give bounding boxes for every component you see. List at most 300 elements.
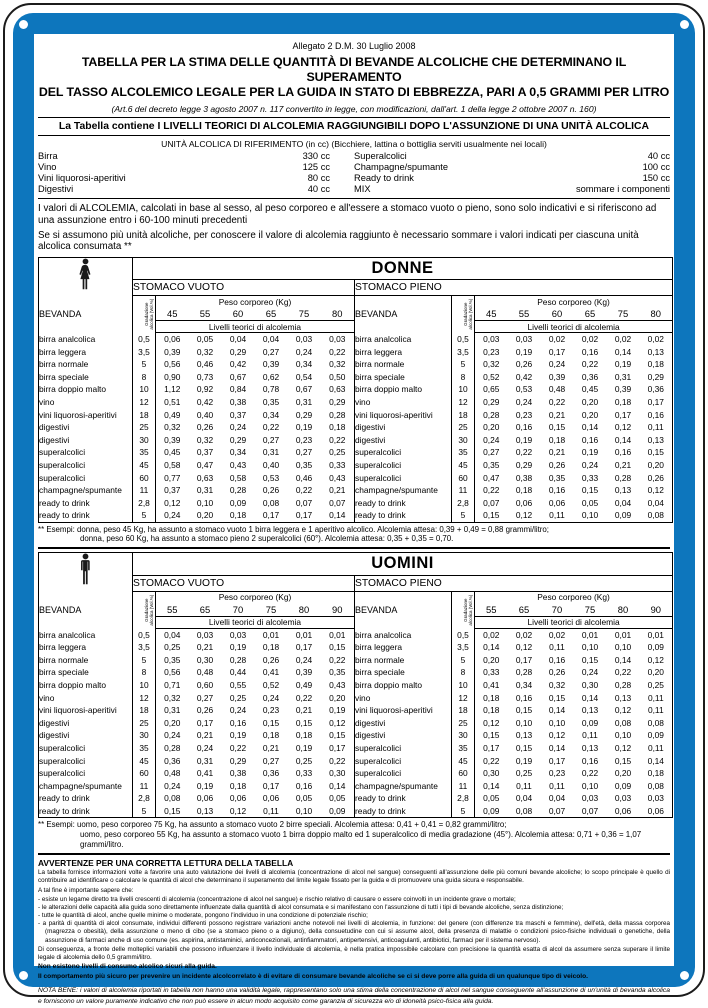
alcohol-level-cell: 0,13	[581, 742, 599, 753]
alcohol-level-cell: 0,28	[229, 654, 247, 665]
alcohol-level-cell: 0,22	[483, 485, 500, 496]
gradazione-cell: 8	[452, 666, 475, 679]
alcohol-level-cell: 0,19	[515, 434, 533, 445]
alcohol-level-cell: 0,19	[295, 742, 313, 753]
gradazione-cell: 35	[133, 742, 156, 755]
alcohol-level-cell: 0,67	[229, 371, 247, 382]
alcohol-level-cell: 0,03	[229, 629, 247, 640]
beverage-name-cell: birra normale	[355, 358, 452, 371]
alcohol-level-cell: 0,24	[164, 730, 181, 741]
alcohol-level-cell: 0,19	[329, 705, 346, 716]
alcohol-level-cell: 0,07	[295, 497, 313, 508]
weight-header: 80	[332, 308, 343, 320]
alcohol-level-cell: 0,22	[548, 396, 566, 407]
alcohol-level-cell: 0,18	[262, 642, 280, 653]
alcohol-level-cell: 0,28	[164, 742, 181, 753]
section-title-pieno: STOMACO PIENO	[355, 575, 673, 591]
beverage-name-cell: birra analcolica	[39, 333, 96, 344]
unit-line	[354, 151, 670, 162]
alcohol-level-cell: 0,01	[647, 629, 664, 640]
gradazione-cell: 0,5	[452, 333, 475, 346]
alcohol-level-cell: 0,24	[229, 422, 247, 433]
alcohol-level-cell: 0,17	[483, 742, 500, 753]
alcohol-level-cell: 0,09	[483, 805, 500, 816]
alcohol-level-cell: 0,29	[229, 434, 247, 445]
alcohol-level-cell: 0,26	[515, 359, 533, 370]
spacer	[126, 173, 308, 184]
alcohol-level-cell: 0,28	[614, 680, 632, 691]
reference-units-list	[38, 151, 670, 195]
divider	[38, 117, 670, 118]
table-row	[39, 792, 673, 805]
bevanda-header: BEVANDA	[39, 604, 82, 615]
alcohol-level-cell: 0,32	[196, 346, 214, 357]
beverage-name-cell: birra leggera	[39, 346, 87, 357]
unit-label: Superalcolici	[354, 151, 407, 162]
alcohol-level-cell: 0,20	[581, 409, 599, 420]
gradazione-cell: 3,5	[452, 641, 475, 654]
alcohol-level-cell: 0,25	[295, 755, 313, 766]
beverage-name-cell: ready to drink	[39, 805, 90, 816]
beverage-name-cell: vini liquorosi-aperitivi	[39, 705, 117, 716]
alcohol-level-cell: 0,50	[329, 371, 346, 382]
alcohol-level-cell: 0,05	[295, 793, 313, 804]
beverage-name-cell: vini liquorosi-aperitivi	[355, 408, 452, 421]
table-row	[39, 717, 673, 730]
alcohol-level-cell: 0,05	[329, 793, 346, 804]
alcohol-level-cell: 0,03	[295, 334, 313, 345]
alcohol-level-cell: 0,14	[483, 642, 500, 653]
alcohol-level-cell: 0,19	[614, 359, 632, 370]
alcohol-level-cell: 0,22	[581, 768, 599, 779]
warning-bullet: - a parità di quantità di alcol consumate, individui differenti possono registrare variazioni anche notevoli nei livelli di alcolemia, in funzione: del genere (con differenze tra maschi e femmine), dell'età, della massa corporea (magrezza o obesità), della assunzione o meno di cibo (se a stomaco pieno o a digiuno), della consuetudine con cui si assume alcol, della presenza di malattie o condizioni psico-fisiche individuali o genetiche, della assunzione di farmaci anche di uso comune (es. aspirina, antistaminici, anticoncezionali, antinfiammatori, antipertensivi, anticoagulanti, antibiotici, farmaci per il sistema nervoso).	[38, 920, 670, 944]
unit-value: 150 cc	[642, 173, 670, 184]
alcohol-level-cell: 0,26	[196, 705, 214, 716]
alcohol-level-cell: 0,03	[196, 629, 214, 640]
alcohol-level-cell: 0,15	[262, 717, 280, 728]
alcohol-level-cell: 0,29	[483, 396, 500, 407]
alcohol-level-cell: 0,19	[515, 755, 533, 766]
alcohol-level-cell: 0,22	[295, 692, 313, 703]
unit-value: 40 cc	[647, 151, 670, 162]
warnings-paragraph-2: Di conseguenza, a fronte delle molteplici variabili che possono influenzare il livello individuale di alcolemia, è nella pratica impossibile calcolare con precisione la quantità esatta di alcol da assumere senza superare il limite legale di alcolemia dello 0,5 grammi/litro.	[38, 945, 670, 961]
alcohol-level-cell: 0,21	[614, 459, 632, 470]
alcohol-level-cell: 0,43	[329, 680, 346, 691]
alcohol-level-cell: 0,06	[647, 805, 664, 816]
alcohol-level-cell: 0,15	[614, 755, 632, 766]
warnings-paragraph-1: La tabella fornisce informazioni volte a favorire una auto valutazione dei livelli di alcolemia (concentrazione di alcol nel sangue) conseguenti all'assunzione delle più comuni bevande alcoliche; lo scopo principale è quello di contribuire ad identificare o calcolare le quantità di alcol che determinano il superamento del limite legale fissato per la guida e di promuovere una guida sicura e responsabile.	[38, 868, 670, 885]
alcohol-level-cell: 0,63	[329, 384, 346, 395]
beverage-name-cell: champagne/spumante	[39, 780, 122, 791]
screw-hole-top-right	[680, 20, 689, 29]
alcohol-level-cell: 0,15	[483, 510, 500, 521]
alcohol-level-cell: 0,53	[515, 384, 533, 395]
gradazione-cell: 12	[452, 396, 475, 409]
alcohol-level-cell: 0,28	[515, 667, 533, 678]
alcohol-level-cell: 0,22	[229, 742, 247, 753]
alcohol-level-cell: 0,77	[164, 472, 181, 483]
beverage-name-cell: birra analcolica	[355, 333, 452, 346]
alcohol-level-cell: 0,13	[647, 434, 664, 445]
beverage-name-cell: superalcolici	[39, 472, 86, 483]
table-contains-statement: La Tabella contiene I LIVELLI TEORICI DI ALCOLEMIA RAGGIUNGIBILI DOPO L'ASSUNZIONE DI UNA UNITÀ ALCOLICA	[58, 121, 650, 133]
gender-title: DONNE	[133, 257, 673, 279]
alcohol-level-cell: 0,14	[581, 692, 599, 703]
alcohol-level-cell: 0,18	[295, 730, 313, 741]
unit-line	[38, 184, 330, 195]
alcohol-level-cell: 0,17	[548, 755, 566, 766]
unit-label: Vino	[38, 162, 57, 173]
spacer	[371, 184, 576, 195]
alcohol-level-cell: 0,33	[329, 459, 346, 470]
gradazione-cell: 30	[452, 433, 475, 446]
alcohol-level-cell: 0,44	[229, 667, 247, 678]
alcohol-level-cell: 0,05	[196, 334, 214, 345]
alcohol-level-cell: 0,56	[164, 359, 181, 370]
weight-header: 55	[486, 603, 497, 615]
alcohol-level-cell: 0,31	[164, 705, 181, 716]
male-icon-cell	[39, 553, 133, 592]
alcohol-level-cell: 0,11	[263, 805, 279, 816]
alcohol-level-cell: 0,20	[164, 717, 181, 728]
weight-header: 75	[265, 603, 277, 615]
alcohol-level-cell: 0,09	[229, 497, 247, 508]
alcohol-level-cell: 0,04	[164, 629, 181, 640]
gradazione-cell: 8	[133, 370, 156, 383]
alcohol-level-cell: 0,30	[483, 768, 500, 779]
alcohol-level-cell: 0,15	[515, 742, 533, 753]
alcohol-level-cell: 0,49	[164, 409, 181, 420]
gradazione-cell: 2,8	[133, 496, 156, 509]
alcohol-level-cell: 0,16	[647, 409, 664, 420]
law-reference: (Art.6 del decreto legge 3 agosto 2007 n. 117 convertito in legge, con modificazioni, dall'art. 1 della legge 2 ottobre 2007 n. 160)	[111, 104, 597, 115]
beverage-name-cell: birra speciale	[39, 371, 89, 382]
beverage-name-cell: digestivi	[39, 434, 70, 445]
alcohol-level-cell: 0,10	[581, 780, 599, 791]
alcohol-level-cell: 0,09	[581, 717, 599, 728]
gradazione-cell: 30	[452, 729, 475, 742]
alcohol-level-cell: 0,11	[582, 730, 598, 741]
alcohol-level-cell: 0,12	[647, 654, 664, 665]
gradazione-cell: 5	[452, 654, 475, 667]
spacer	[56, 162, 302, 173]
screw-hole-bottom-left	[19, 971, 28, 980]
gradazione-cell: 2,8	[133, 792, 156, 805]
unit-label: MIX	[354, 184, 371, 195]
alcohol-level-cell: 0,10	[581, 510, 599, 521]
alcohol-level-cell: 0,15	[164, 805, 181, 816]
alcohol-level-cell: 0,04	[647, 497, 664, 508]
alcohol-level-cell: 0,03	[329, 334, 346, 345]
beverage-name-cell: birra normale	[355, 654, 452, 667]
women-alcohol-table	[38, 257, 670, 523]
alcohol-level-cell: 0,20	[329, 692, 346, 703]
gradazione-cell: 60	[452, 767, 475, 780]
gradazione-cell: 35	[133, 446, 156, 459]
gradazione-cell: 5	[133, 654, 156, 667]
alcohol-level-cell: 0,35	[164, 654, 181, 665]
alcohol-level-cell: 0,52	[262, 680, 280, 691]
gradazione-cell: 12	[133, 691, 156, 704]
alcohol-level-cell: 0,02	[647, 334, 664, 345]
alcohol-level-cell: 0,18	[548, 434, 566, 445]
alcohol-level-cell: 0,22	[329, 755, 346, 766]
alcohol-level-cell: 0,05	[581, 497, 599, 508]
beverage-name-cell: birra leggera	[39, 642, 87, 653]
gradazione-label: Gradazione alcolica (Vol.%)	[143, 299, 154, 330]
beverage-name-cell: superalcolici	[355, 742, 452, 755]
unit-line	[38, 151, 330, 162]
page-title-line2: DEL TASSO ALCOLEMICO LEGALE PER LA GUIDA IN STATO DI EBBREZZA, PARI A 0,5 GRAMMI PER LITRO	[38, 85, 670, 100]
header-row	[39, 296, 673, 308]
circle-element	[83, 258, 89, 264]
unit-label: Champagne/spumante	[354, 162, 449, 173]
alcohol-level-cell: 0,30	[581, 680, 599, 691]
gradazione-cell: 3,5	[133, 641, 156, 654]
alcohol-level-cell: 0,33	[483, 667, 500, 678]
alcohol-level-cell: 0,31	[295, 396, 313, 407]
alcohol-level-cell: 0,03	[614, 793, 632, 804]
male-icon	[77, 553, 94, 586]
alcohol-level-cell: 0,42	[196, 396, 214, 407]
alcohol-level-cell: 0,14	[647, 755, 664, 766]
alcohol-level-cell: 0,22	[329, 346, 346, 357]
alcohol-level-cell: 0,02	[614, 334, 632, 345]
alcohol-level-cell: 0,15	[581, 485, 599, 496]
alcohol-level-cell: 0,29	[229, 755, 247, 766]
alcohol-level-cell: 0,48	[164, 768, 181, 779]
alcohol-level-cell: 0,20	[647, 667, 664, 678]
alcohol-level-cell: 0,17	[515, 654, 533, 665]
beverage-name-cell: vino	[39, 692, 55, 703]
alcohol-level-cell: 0,29	[295, 409, 313, 420]
alcohol-level-cell: 0,06	[164, 334, 181, 345]
divider	[38, 198, 670, 199]
alcohol-level-cell: 0,39	[164, 346, 181, 357]
alcohol-level-cell: 0,92	[196, 384, 214, 395]
alcohol-level-cell: 0,04	[548, 793, 566, 804]
alcohol-level-cell: 0,21	[329, 485, 346, 496]
beverage-name-cell: superalcolici	[39, 447, 86, 458]
bevanda-header: BEVANDA	[39, 309, 82, 320]
beverage-name-cell: birra doppio malto	[355, 383, 452, 396]
intro-paragraph-1: I valori di ALCOLEMIA, calcolati in base al sesso, al peso corporeo e all'essere a stomaco vuoto o pieno, sono solo indicativi e si riferiscono ad una assunzione entro i 60-100 minuti precedenti	[38, 203, 657, 226]
alcohol-level-cell: 0,71	[164, 680, 181, 691]
footnote-line: ** Esempi: donna, peso 45 Kg, ha assunto a stomaco vuoto 1 birra leggera e 1 aperitivo alcolico. Alcolemia attesa: 0,39 + 0,49 = 0,88 grammi/litro;	[38, 524, 549, 534]
weight-header: 90	[650, 603, 661, 615]
weight-header: 45	[486, 308, 497, 320]
alcohol-level-cell: 0,39	[295, 667, 313, 678]
alcohol-level-cell: 0,17	[262, 780, 280, 791]
alcohol-level-cell: 1,12	[164, 384, 181, 395]
alcohol-level-cell: 0,17	[295, 510, 313, 521]
gradazione-cell: 30	[133, 729, 156, 742]
alcohol-level-cell: 0,73	[196, 371, 214, 382]
alcohol-level-cell: 0,22	[262, 422, 280, 433]
alcohol-level-cell: 0,41	[196, 768, 214, 779]
beverage-name-cell: ready to drink	[355, 805, 452, 818]
alcohol-level-cell: 0,10	[515, 717, 533, 728]
beverage-name-cell: birra leggera	[355, 345, 452, 358]
alcohol-level-cell: 0,26	[262, 654, 280, 665]
alcohol-level-cell: 0,04	[614, 497, 632, 508]
alcohol-level-cell: 0,12	[329, 717, 346, 728]
footnote-line: donna, peso 60 Kg, ha assunto a stomaco pieno 2 superalcolici (60°). Alcolemia attesa: 0,35 + 0,35 = 0,70.	[80, 534, 454, 544]
divider	[38, 135, 670, 136]
alcohol-level-cell: 0,35	[295, 459, 313, 470]
warning-bullet: - le alterazioni delle capacità alla guida sono direttamente influenzate dalla quantità di alcol consumata e si manifestano con l'assunzione di tutti i tipi di bevande alcoliche, senza distinzione;	[38, 903, 564, 911]
female-icon-cell	[39, 257, 133, 296]
peso-header: Peso corporeo (Kg)	[537, 592, 610, 603]
alcohol-level-cell: 0,10	[196, 497, 214, 508]
beverage-name-cell: digestivi	[39, 730, 70, 741]
unit-line	[354, 173, 670, 184]
alcohol-level-cell: 0,21	[262, 742, 280, 753]
table-row	[39, 446, 673, 459]
alcohol-level-cell: 0,12	[229, 805, 247, 816]
spacer	[58, 151, 303, 162]
alcohol-level-cell: 0,24	[295, 654, 313, 665]
alcohol-level-cell: 0,37	[196, 447, 214, 458]
beverage-name-cell: superalcolici	[39, 742, 86, 753]
intro-paragraph-2: Se si assumono più unità alcoliche, per conoscere il valore di alcolemia raggiunto è necessario sommare i valori indicati per ciascuna unità alcolica consumata **	[38, 229, 639, 253]
bevanda-header: BEVANDA	[355, 296, 452, 333]
alcohol-level-cell: 0,17	[295, 642, 313, 653]
alcohol-level-cell: 0,26	[548, 459, 566, 470]
table-row	[39, 628, 673, 641]
alcohol-level-cell: 0,26	[548, 667, 566, 678]
alcohol-level-cell: 0,46	[196, 359, 214, 370]
weight-header: 45	[167, 308, 178, 320]
gradazione-cell: 11	[133, 484, 156, 497]
gradazione-cell: 5	[133, 358, 156, 371]
alcohol-level-cell: 0,12	[647, 485, 664, 496]
alcohol-level-cell: 0,39	[614, 384, 632, 395]
footnote-line: uomo, peso corporeo 55 Kg, ha assunto a stomaco vuoto 1 birra doppio malto ed 1 superalcolico di media gradazione (45°). Alcolemia attesa: 0,71 + 0,36 = 1,07 grammi/litro.	[80, 830, 642, 849]
alcohol-level-cell: 0,07	[483, 497, 500, 508]
alcohol-level-cell: 0,28	[483, 409, 500, 420]
weight-header: 55	[199, 308, 211, 320]
beverage-name-cell: superalcolici	[355, 767, 452, 780]
beverage-name-cell: vini liquorosi-aperitivi	[355, 704, 452, 717]
gradazione-cell: 11	[452, 779, 475, 792]
alcohol-level-cell: 0,21	[548, 447, 566, 458]
screw-hole-top-left	[19, 20, 28, 29]
path-element	[81, 560, 90, 584]
table-row	[39, 459, 673, 472]
table-row	[39, 767, 673, 780]
beverage-name-cell: birra normale	[39, 359, 89, 370]
beverage-name-cell: ready to drink	[39, 497, 90, 508]
alcohol-level-cell: 0,35	[262, 396, 280, 407]
alcohol-level-cell: 0,11	[549, 642, 565, 653]
beverage-name-cell: ready to drink	[355, 496, 452, 509]
table-row	[39, 496, 673, 509]
alcohol-level-cell: 0,18	[483, 692, 500, 703]
alcohol-table	[38, 552, 673, 818]
unit-line	[354, 162, 670, 173]
alcohol-level-cell: 0,32	[548, 680, 566, 691]
path-element	[79, 265, 90, 289]
alcohol-level-cell: 0,01	[581, 629, 599, 640]
gradazione-cell: 2,8	[452, 496, 475, 509]
alcohol-level-cell: 0,23	[295, 434, 313, 445]
alcohol-level-cell: 0,31	[262, 447, 280, 458]
alcohol-level-cell: 0,12	[614, 705, 632, 716]
table-row	[39, 408, 673, 421]
header-row	[39, 591, 673, 603]
alcohol-level-cell: 0,90	[164, 371, 181, 382]
gradazione-cell: 5	[452, 509, 475, 522]
alcohol-level-cell: 0,17	[647, 396, 664, 407]
alcohol-level-cell: 0,39	[164, 434, 181, 445]
beverage-name-cell: birra analcolica	[355, 628, 452, 641]
alcohol-level-cell: 0,11	[647, 705, 664, 716]
gradazione-cell: 3,5	[452, 345, 475, 358]
alcohol-level-cell: 0,22	[614, 667, 632, 678]
alcohol-level-cell: 0,01	[614, 629, 632, 640]
alcohol-level-cell: 0,34	[295, 359, 313, 370]
alcohol-level-cell: 0,15	[581, 654, 599, 665]
alcohol-level-cell: 0,32	[164, 422, 181, 433]
alcohol-level-cell: 0,24	[229, 705, 247, 716]
gradazione-cell: 45	[133, 754, 156, 767]
alcohol-level-cell: 0,25	[515, 768, 533, 779]
alcohol-level-cell: 0,20	[581, 396, 599, 407]
alcohol-level-cell: 0,43	[329, 472, 346, 483]
alcohol-level-cell: 0,19	[229, 730, 247, 741]
alcohol-level-cell: 0,27	[196, 692, 214, 703]
spacer	[407, 151, 648, 162]
alcohol-level-cell: 0,28	[229, 485, 247, 496]
beverage-name-cell: digestivi	[39, 422, 70, 433]
alcohol-level-cell: 0,21	[295, 705, 313, 716]
gradazione-cell: 5	[133, 509, 156, 522]
alcohol-level-cell: 0,48	[548, 384, 566, 395]
weight-header: 70	[551, 603, 563, 615]
alcohol-level-cell: 0,62	[262, 371, 280, 382]
gradazione-cell: 10	[133, 679, 156, 692]
alcohol-level-cell: 0,12	[164, 497, 181, 508]
alcohol-level-cell: 0,07	[581, 805, 599, 816]
alcohol-level-cell: 0,27	[483, 447, 500, 458]
alcohol-level-cell: 0,14	[548, 742, 566, 753]
alcohol-level-cell: 0,23	[262, 705, 280, 716]
alcohol-level-cell: 0,09	[614, 510, 632, 521]
weight-header: 90	[332, 603, 343, 615]
alcohol-level-cell: 0,36	[164, 755, 181, 766]
alcohol-level-cell: 0,09	[647, 730, 664, 741]
gradazione-cell: 10	[133, 383, 156, 396]
alcohol-level-cell: 0,12	[614, 742, 632, 753]
bevanda-header: BEVANDA	[355, 591, 452, 628]
alcohol-level-cell: 0,24	[515, 396, 533, 407]
alcohol-level-cell: 0,22	[581, 359, 599, 370]
table-row	[39, 729, 673, 742]
gradazione-cell: 45	[133, 459, 156, 472]
alcohol-level-cell: 0,53	[262, 472, 280, 483]
alcohol-level-cell: 0,22	[515, 447, 533, 458]
weight-header: 75	[584, 603, 596, 615]
gradazione-label: Gradazione alcolica (Vol.%)	[143, 594, 154, 626]
alcohol-level-cell: 0,19	[515, 346, 533, 357]
warning-bullet: - tutte le quantità di alcol, anche quelle minime o moderate, pongono l'individuo in una condizione di potenziale rischio;	[38, 911, 368, 919]
alcohol-level-cell: 0,06	[515, 497, 533, 508]
alcohol-level-cell: 0,27	[262, 434, 280, 445]
alcohol-level-cell: 0,11	[647, 742, 664, 753]
gradazione-header	[133, 591, 156, 628]
units-heading: UNITÀ ALCOLICA DI RIFERIMENTO (in cc) (Bicchiere, lattina o bottiglia serviti usualmente nei locali)	[161, 139, 547, 150]
